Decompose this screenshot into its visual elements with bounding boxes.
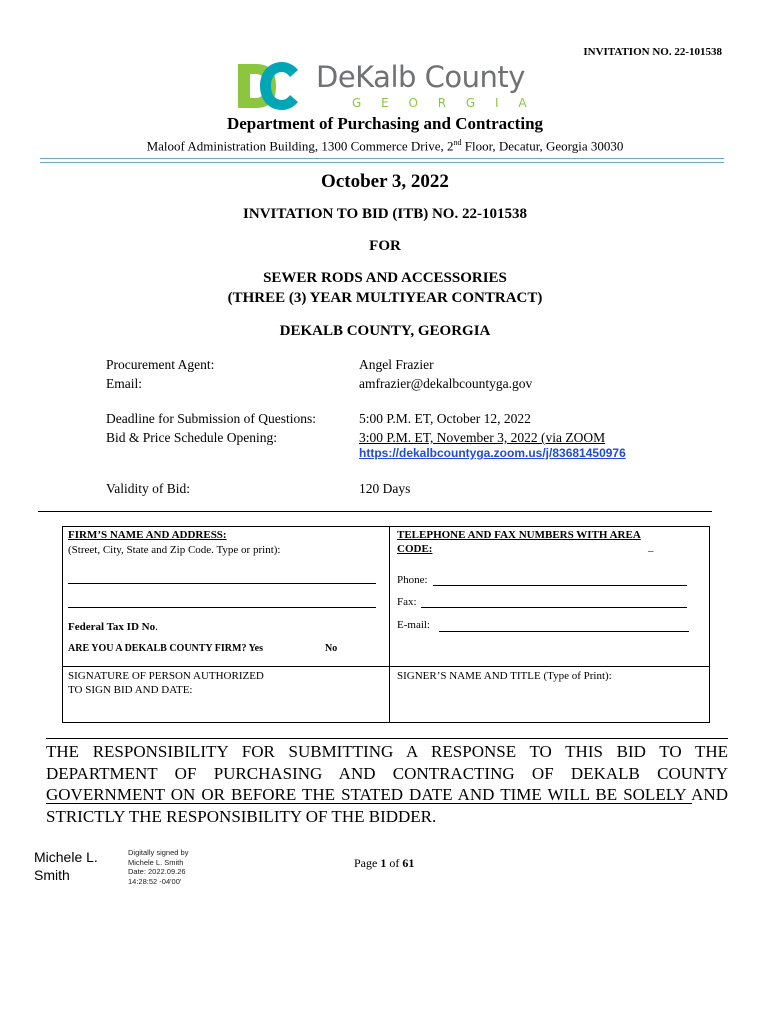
email-field[interactable] xyxy=(439,631,689,632)
digital-signature-name xyxy=(34,848,98,884)
phone-label: Phone: xyxy=(397,574,428,586)
firm-address-line-1[interactable] xyxy=(68,583,376,584)
bid-subtitle: (THREE (3) YEAR MULTIYEAR CONTRACT) xyxy=(227,290,543,306)
dekalb-firm-no[interactable]: No xyxy=(325,643,338,654)
questions-value: 5:00 P.M. ET, October 12, 2022 xyxy=(359,411,531,426)
firm-address-line-2[interactable] xyxy=(68,607,376,608)
county-label: DEKALB COUNTY, GEORGIA xyxy=(279,323,491,339)
tax-id-label xyxy=(68,621,158,633)
opening-label: Bid & Price Schedule Opening: xyxy=(106,430,277,445)
form-column-divider xyxy=(389,526,390,723)
fax-label: Fax: xyxy=(397,596,417,608)
signature-meta-line: Date: 2022.09.26 xyxy=(128,867,186,876)
dekalb-logo xyxy=(236,60,535,112)
email-label: Email: xyxy=(106,376,142,391)
bid-title: SEWER RODS AND ACCESSORIES xyxy=(263,270,507,286)
document-date: October 3, 2022 xyxy=(321,171,449,192)
logo-state: G E O R G I A xyxy=(352,96,535,110)
digital-signature-details xyxy=(128,848,188,886)
firm-name-instructions: (Street, City, State and Zip Code. Type or print): xyxy=(68,544,281,556)
tax-id-text: Federal Tax ID No xyxy=(68,621,156,633)
department-title: Department of Purchasing and Contracting xyxy=(226,114,544,133)
address-sup: nd xyxy=(453,138,462,147)
form-row-divider xyxy=(62,666,710,667)
signature-name-line: Michele L. xyxy=(34,849,98,865)
for-label: FOR xyxy=(369,238,401,254)
page-prefix: Page xyxy=(354,856,381,870)
signature-meta-line: Digitally signed by xyxy=(128,848,189,857)
phone-field[interactable] xyxy=(433,585,687,586)
telephone-heading-code: CODE: xyxy=(397,543,433,555)
signature-meta-line: 14:28:52 -04'00' xyxy=(128,876,182,886)
responsibility-underline xyxy=(46,803,692,804)
zoom-link[interactable]: https://dekalbcountyga.zoom.us/j/83681450976 xyxy=(359,446,626,460)
page-of: of xyxy=(386,856,403,870)
signature-label-1: SIGNATURE OF PERSON AUTHORIZED xyxy=(68,670,264,682)
page-current: 1 xyxy=(380,856,387,870)
email-value: amfrazier@dekalbcountyga.gov xyxy=(359,376,533,391)
email-field-label: E-mail: xyxy=(397,619,430,631)
header-rule xyxy=(40,158,724,159)
signature-label-2: TO SIGN BID AND DATE: xyxy=(68,684,193,696)
itb-number: INVITATION TO BID (ITB) NO. 22-101538 xyxy=(243,206,527,222)
opening-value: 3:00 P.M. ET, November 3, 2022 (via ZOOM xyxy=(359,430,606,445)
telephone-heading: TELEPHONE AND FAX NUMBERS WITH AREA xyxy=(397,529,641,541)
dekalb-firm-question: ARE YOU A DEKALB COUNTY FIRM? Yes xyxy=(68,643,264,654)
tax-id-dot: . xyxy=(155,621,158,633)
dc-logo-icon xyxy=(236,60,300,112)
section-divider xyxy=(38,511,712,512)
agent-value: Angel Frazier xyxy=(359,357,434,372)
header-rule xyxy=(40,162,724,163)
fax-field[interactable] xyxy=(421,607,687,608)
page-number xyxy=(354,856,414,871)
address-part: Floor, Decatur, Georgia 30030 xyxy=(461,138,624,154)
firm-name-heading: FIRM’S NAME AND ADDRESS: xyxy=(68,529,227,541)
page-total: 61 xyxy=(402,856,415,870)
questions-label: Deadline for Submission of Questions: xyxy=(106,411,316,426)
department-address xyxy=(0,138,770,154)
address-part: Maloof Administration Building, 1300 Commerce Drive, 2 xyxy=(146,138,454,154)
signature-meta-line: Michele L. Smith xyxy=(128,857,184,867)
validity-value: 120 Days xyxy=(359,481,411,496)
signer-name-label: SIGNER’S NAME AND TITLE (Type of Print): xyxy=(397,670,612,682)
responsibility-statement: THE RESPONSIBILITY FOR SUBMITTING A RESPONSE TO THIS BID TO THE DEPARTMENT OF PURCHASING AND CONTRACTING OF DEKALB COUNTY GOVERNMENT ON OR BEFORE THE STATED DATE AND TIME WILL BE SOLELY AND STRICTLY THE RESPONSIBILITY OF THE BIDDER. xyxy=(46,738,728,827)
logo-name: DeKalb County xyxy=(316,60,525,94)
telephone-dash: – xyxy=(648,545,654,557)
validity-label: Validity of Bid: xyxy=(106,481,190,496)
invitation-number: INVITATION NO. 22-101538 xyxy=(583,46,722,58)
signature-name-line: Smith xyxy=(34,867,70,883)
agent-label: Procurement Agent: xyxy=(106,357,215,372)
